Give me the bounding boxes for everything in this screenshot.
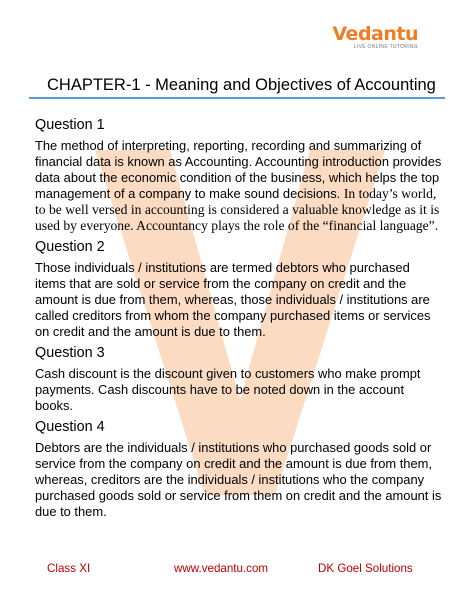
question-1-answer <box>35 138 443 234</box>
title-divider <box>29 97 445 99</box>
question-2-answer: Those individuals / institutions are termed debtors who purchased items that are sold or service from the company on credit and the amount is due from them, whereas, those individuals / institutions are called creditors from whom the company purchased items or services on credit and the amount is due to them. <box>35 260 431 339</box>
question-3-answer: Cash discount is the discount given to customers who make prompt payments. Cash discounts have to be noted down in the account books. <box>35 366 421 413</box>
question-4-answer: Debtors are the individuals / institutions who purchased goods sold or service from the company on credit and the amount is due from them, whereas, creditors are the individuals / institutions who the company purchased goods sold or service from them on credit and the amount is due to them. <box>35 440 442 519</box>
question-2-heading: Question 2 <box>35 239 105 255</box>
question-1-heading: Question 1 <box>35 117 105 133</box>
document-body <box>35 116 443 524</box>
question-3-heading: Question 3 <box>35 345 105 361</box>
question-4-heading: Question 4 <box>35 419 105 435</box>
question-1-answer-part-1: The method of interpreting, reporting, recording and summarizing of financial data is known as Accounting. Accounting introduction provides data about the economic condition of the business, which helps the top management of a company to make sound decisions. <box>35 138 442 201</box>
logo-tagline: LIVE ONLINE TUTORING <box>353 44 418 50</box>
logo-wordmark: Vedantu <box>332 23 418 45</box>
footer-website-link[interactable]: www.vedantu.com <box>174 562 269 575</box>
page-title: CHAPTER-1 - Meaning and Objectives of Accounting <box>47 76 436 94</box>
footer-book-title: DK Goel Solutions <box>318 562 413 575</box>
footer-class-label: Class XI <box>47 562 91 575</box>
vedantu-logo <box>332 24 418 50</box>
question-1-answer-part-2: In today’s world, to be well versed in accounting is considered a valuable knowledge as it is used by everyone. Accountancy plays the role of the “financial language”. <box>35 186 440 233</box>
